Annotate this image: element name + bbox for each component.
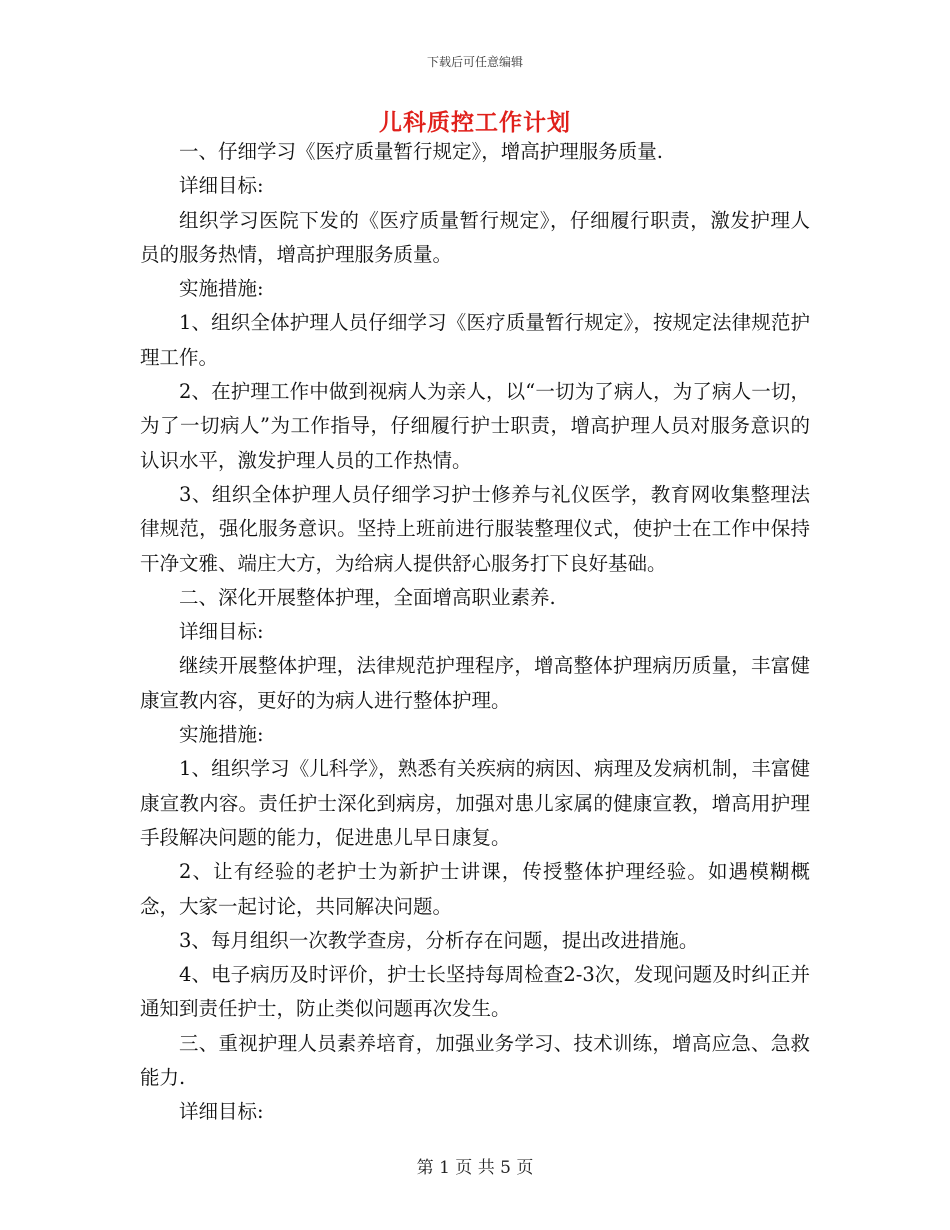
document-title: 儿科质控工作计划: [379, 109, 571, 136]
paragraph: 1、组织学习《儿科学》，熟悉有关疾病的病因、病理及发病机制，丰富健康宣教内容。责任护士深化到病房，加强对患儿家属的健康宣教，增高用护理手段解决问题的能力，促进患儿早日康复。: [140, 757, 810, 849]
paragraph: 2、让有经验的老护士为新护士讲课，传授整体护理经验。如遇模糊概念，大家一起讨论，共同解决问题。: [140, 860, 810, 918]
page-number: 第 1 页 共 5 页: [416, 1158, 534, 1178]
paragraph: 实施措施:: [179, 277, 264, 301]
paragraph: 组织学习医院下发的《医疗质量暂行规定》，仔细履行职责，激发护理人员的服务热情，增高护理服务质量。: [140, 208, 810, 266]
paragraph: 一、仔细学习《医疗质量暂行规定》，增高护理服务质量.: [179, 140, 663, 163]
paragraph: 详细目标:: [179, 174, 264, 198]
paragraph: 3、组织全体护理人员仔细学习护士修养与礼仪医学，教育网收集整理法律规范，强化服务意识。坚持上班前进行服装整理仪式，使护士在工作中保持干净文雅、端庄大方，为给病人提供舒心服务打下良好基础。: [140, 482, 810, 575]
paragraph: 3、每月组织一次教学查房，分析存在问题，提出改进措施。: [179, 928, 699, 952]
header-note: 下载后可任意编辑: [426, 55, 523, 69]
paragraph: 实施措施:: [179, 723, 264, 747]
paragraph: 1、组织全体护理人员仔细学习《医疗质量暂行规定》，按规定法律规范护理工作。: [140, 311, 810, 369]
document-body: [140, 135, 810, 1130]
paragraph: 4、电子病历及时评价，护士长坚持每周检查2-3次，发现问题及时纠正并通知到责任护士，防止类似问题再次发生。: [140, 963, 810, 1021]
paragraph: 详细目标:: [179, 1100, 264, 1124]
paragraph: 详细目标:: [179, 620, 264, 644]
paragraph: 二、深化开展整体护理，全面增高职业素养.: [179, 585, 556, 609]
paragraph: 2、在护理工作中做到视病人为亲人，以“一切为了病人，为了病人一切，为了一切病人”为工作指导，仔细履行护士职责，增高护理人员对服务意识的认识水平，激发护理人员的工作热情。: [140, 380, 810, 472]
paragraph: 继续开展整体护理，法律规范护理程序，增高整体护理病历质量，丰富健康宣教内容，更好的为病人进行整体护理。: [140, 654, 810, 712]
paragraph: 三、重视护理人员素养培育，加强业务学习、技术训练，增高应急、急救能力.: [140, 1031, 810, 1090]
